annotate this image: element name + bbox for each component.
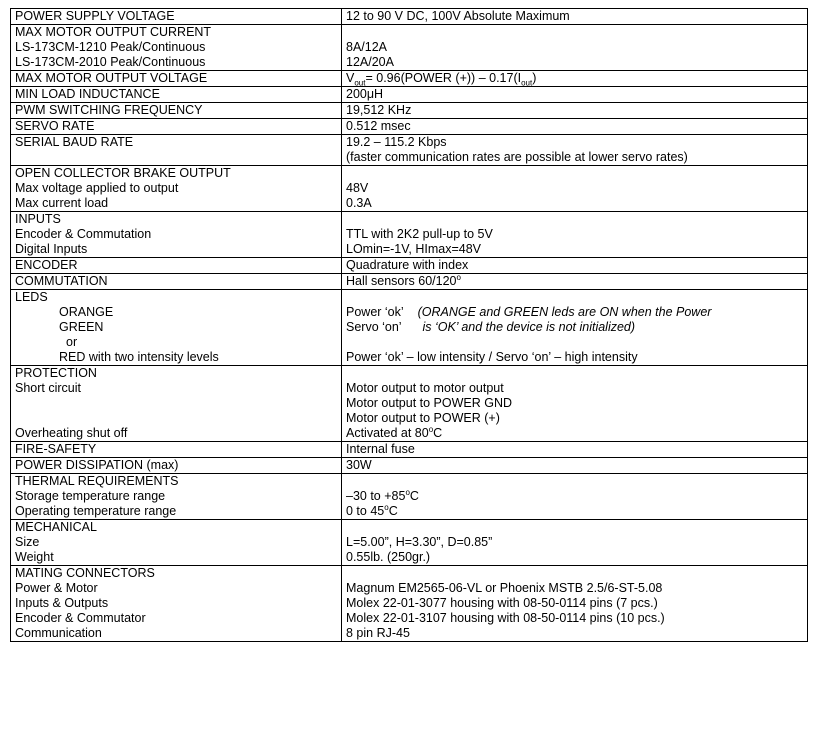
table-row [11,87,808,103]
max-current-2010-label: LS-173CM-2010 Peak/Continuous [15,55,206,69]
encoder-value: Quadrature with index [342,258,808,274]
mechanical-label: MECHANICAL [15,520,97,534]
encoder-commutator-connector-value: Molex 22-01-3107 housing with 08-50-0114 pins (10 pcs.) [346,611,665,625]
table-row [11,135,808,166]
power-motor-connector-label: Power & Motor [15,581,98,595]
overheating-value: Activated at 80$^o$C [346,424,443,440]
dissipation-label: POWER DISSIPATION (max) [11,458,342,474]
max-current-1210-label: LS-173CM-1210 Peak/Continuous [15,40,206,54]
led-green-value: Servo ‘on’ [346,320,402,334]
led-orange-note: (ORANGE and GREEN leds are ON when the Power [417,305,712,319]
inputs-encoder-value: TTL with 2K2 pull-up to 5V [346,227,493,241]
communication-connector-label: Communication [15,626,102,640]
thermal-label: THERMAL REQUIREMENTS [15,474,179,488]
size-value: L=5.00”, H=3.30”, D=0.85” [346,535,493,549]
table-row [11,474,808,520]
overheating-label: Overheating shut off [15,426,128,440]
commutation-label: COMMUTATION [11,274,342,290]
table-row [11,119,808,135]
table-row [11,212,808,258]
baud-note: (faster communication rates are possible at lower servo rates) [346,150,688,164]
brake-label: OPEN COLLECTOR BRAKE OUTPUT [15,166,231,180]
commutation-value: Hall sensors 60/120$^o$ [342,274,808,290]
table-row [11,25,808,71]
led-red-value: Power ‘ok’ – low intensity / Servo ‘on’ – high intensity [346,350,638,364]
table-row [11,566,808,642]
inputs-outputs-connector-value: Molex 22-01-3077 housing with 08-50-0114 pins (7 pcs.) [346,596,658,610]
table-row [11,274,808,290]
min-inductance-label: MIN LOAD INDUCTANCE [11,87,342,103]
power-supply-value: 12 to 90 V DC, 100V Absolute Maximum [342,9,808,25]
communication-connector-value: 8 pin RJ-45 [346,626,410,640]
led-green-note: is ‘OK’ and the device is not initialized) [422,320,636,334]
max-current-1210-value: 8A/12A [346,40,388,54]
encoder-commutator-connector-label: Encoder & Commutator [15,611,146,625]
short-circuit-value-2: Motor output to POWER GND [346,396,513,410]
table-row [11,258,808,274]
table-row [11,366,808,442]
brake-max-voltage-label: Max voltage applied to output [15,181,179,195]
power-motor-connector-value: Magnum EM2565-06-VL or Phoenix MSTB 2.5/6-ST-5.08 [346,581,663,595]
pwm-label: PWM SWITCHING FREQUENCY [11,103,342,119]
operating-temp-value: 0 to 45$^o$C [346,502,398,518]
max-voltage-label: MAX MOTOR OUTPUT VOLTAGE [11,71,342,87]
baud-label: SERIAL BAUD RATE [11,135,342,166]
pwm-value: 19,512 KHz [342,103,808,119]
led-orange-label: ORANGE [59,305,114,319]
led-or-label: or [66,335,78,349]
table-row [11,166,808,212]
brake-max-current-value: 0.3A [346,196,372,210]
min-inductance-value: 200μH [342,87,808,103]
led-red-label: RED with two intensity levels [59,350,219,364]
short-circuit-label: Short circuit [15,381,81,395]
inputs-outputs-connector-label: Inputs & Outputs [15,596,109,610]
weight-value: 0.55lb. (250gr.) [346,550,431,564]
max-current-label: MAX MOTOR OUTPUT CURRENT [15,25,212,39]
servo-rate-value: 0.512 msec [342,119,808,135]
table-row [11,290,808,366]
operating-temp-label: Operating temperature range [15,504,177,518]
fire-safety-value: Internal fuse [342,442,808,458]
connectors-label: MATING CONNECTORS [15,566,155,580]
table-row [11,458,808,474]
table-row [11,9,808,25]
short-circuit-value-3: Motor output to POWER (+) [346,411,500,425]
inputs-encoder-label: Encoder & Commutation [15,227,152,241]
baud-value: 19.2 – 115.2 Kbps [346,135,447,149]
power-supply-label: POWER SUPPLY VOLTAGE [11,9,342,25]
storage-temp-value: –30 to $+85^oC$ [346,487,419,503]
inputs-label: INPUTS [15,212,61,226]
led-orange-value: Power ‘ok’ [346,305,404,319]
specifications-table [10,8,808,642]
brake-max-voltage-value: 48V [346,181,369,195]
table-row [11,442,808,458]
protection-label: PROTECTION [15,366,97,380]
size-label: Size [15,535,40,549]
led-green-label: GREEN [59,320,104,334]
weight-label: Weight [15,550,54,564]
servo-rate-label: SERVO RATE [11,119,342,135]
short-circuit-value-1: Motor output to motor output [346,381,504,395]
max-current-2010-value: 12A/20A [346,55,394,69]
storage-temp-label: Storage temperature range [15,489,166,503]
brake-max-current-label: Max current load [15,196,109,210]
fire-safety-label: FIRE-SAFETY [11,442,342,458]
leds-label: LEDS [15,290,48,304]
inputs-digital-value: LOmin=-1V, HImax=48V [346,242,482,256]
max-voltage-value: $V_{out}=$ 0.96(POWER (+)) – $0.17(I_{out})$ [342,71,808,87]
table-row [11,520,808,566]
dissipation-value: 30W [342,458,808,474]
table-row [11,71,808,87]
encoder-label: ENCODER [11,258,342,274]
inputs-digital-label: Digital Inputs [15,242,88,256]
table-row [11,103,808,119]
